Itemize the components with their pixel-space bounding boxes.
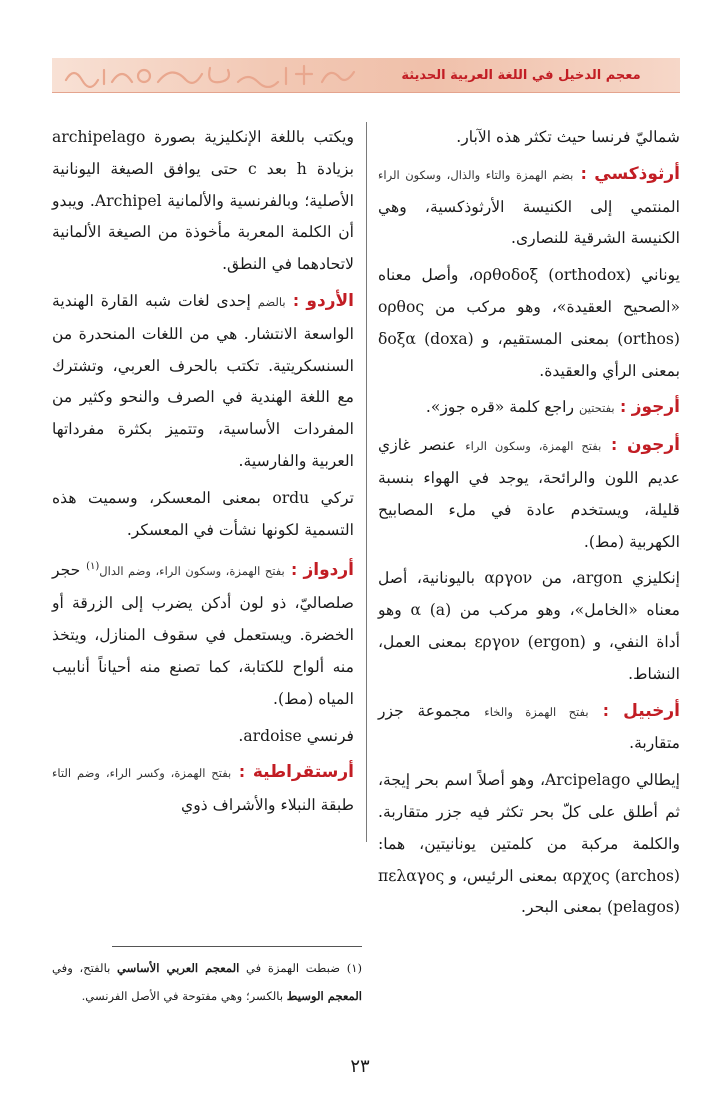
footnote-rule xyxy=(112,946,362,947)
paragraph xyxy=(378,122,680,154)
footnote-text: بالفتح، وفي xyxy=(52,961,111,975)
entry-archipelago: أرخبيل : بفتح الهمزة والخاء مجموعة جزر متقاربة. xyxy=(378,700,680,753)
definition: إحدى لغات شبه القارة الهندية الواسعة الانتشار. هي من اللغات المنحدرة من السنسكريتية. تكتب بالحرف العربي، وتشترك مع اللغة الهندية في الصرف والنحو وكثير من المفردات الأساسية، وتتميز بكثرة مفرداتها العربية والفارسية. xyxy=(52,291,354,470)
definition: المنتمي إلى الكنيسة الأرثوذكسية، وهي الكنيسة الشرقية للنصارى. xyxy=(378,197,680,248)
footnote-book-title: المعجم العربي الأساسي xyxy=(117,961,240,975)
vocalization-note: بفتح الهمزة، وسكون الراء xyxy=(465,439,602,454)
entry-argouz: أرجوز : بفتحتين راجع كلمة «قره جوز». xyxy=(425,397,680,418)
vocalization-note: بفتح الهمزة، وكسر الراء، وضم التاء xyxy=(52,766,232,781)
definition: طبقة النبلاء والأشراف ذوي xyxy=(181,796,354,815)
running-header xyxy=(52,58,680,92)
text: شماليّ فرنسا حيث تكثر هذه الآبار. xyxy=(456,128,680,146)
entry-ardoise: أردواز : بفتح الهمزة، وسكون الراء، وضم الدال$^{(١)}$ حجر صلصاليّ، ذو لون أدكن يضرب إلى الزرقة أو الخضرة. ويستعمل في سقوف المنازل، ويتخذ منه ألواح للكتابة، كما تصنع منه أحياناً أنابيب المياه (مط). xyxy=(52,560,354,708)
text: تركي ordu بمعنى المعسكر، وسميت هذه التسمية لكونها نشأت في المعسكر. xyxy=(52,488,354,539)
etymology xyxy=(52,483,354,547)
vocalization-note: بالضم xyxy=(257,294,286,309)
headword: أرجون xyxy=(626,435,680,456)
headword: الأردو xyxy=(306,290,354,311)
entry-urdu: الأردو : بالضم إحدى لغات شبه القارة الهندية الواسعة الانتشار. هي من اللغات المنحدرة من السنسكريتية. تكتب بالحرف العربي، وتشترك مع اللغة الهندية في الصرف والنحو وكثير من المفردات الأساسية، وتتميز بكثرة مفرداتها العربية والفارسية. xyxy=(52,290,354,470)
footnote-ref[interactable]: (١) xyxy=(86,561,100,573)
headword: أرجوز xyxy=(631,397,680,418)
footnote-text: ضبطت الهمزة في xyxy=(246,961,341,975)
footnote-text: بالكسر؛ وهي مفتوحة في الأصل الفرنسي. xyxy=(81,989,284,1003)
etymology xyxy=(378,260,680,387)
vocalization-note: بضم الهمزة والتاء والذال، وسكون الراء xyxy=(378,167,574,182)
definition: حجر صلصاليّ، ذو لون أدكن يضرب إلى الزرقة أو الخضرة. ويستعمل في سقوف المنازل، ويتخذ منه ألواح للكتابة، كما تصنع منه أحياناً أنابيب المياه (مط). xyxy=(52,561,354,708)
footnote xyxy=(52,954,362,1010)
header-title: معجم الدخيل في اللغة العربية الحديثة xyxy=(401,67,641,83)
text: فرنسي ardoise. xyxy=(238,726,354,745)
left-column xyxy=(52,122,354,827)
entry-argon: أرجون : بفتح الهمزة، وسكون الراء عنصر غازي عديم اللون والرائحة، يوجد في الهواء بنسبة قليلة، ويستخدم عادة في ملء المصابيح الكهربية (مط). xyxy=(378,435,680,551)
page-number: ٢٣ xyxy=(350,1056,370,1077)
text: ويكتب باللغة الإنكليزية بصورة archipelago بزيادة h بعد c حتى يوافق الصيغة اليونانية الأصلية؛ وبالفرنسية والألمانية Archipel. ويبدو أن الكلمة المعربة مأخوذة من الصيغة الألمانية لاتحادهما في النطق. xyxy=(52,128,354,274)
header-rule xyxy=(52,92,680,93)
footnote-number: (١) xyxy=(346,961,362,975)
etymology xyxy=(52,721,354,753)
paragraph xyxy=(52,122,354,281)
definition: راجع كلمة «قره جوز». xyxy=(425,398,575,417)
definition: عنصر غازي عديم اللون والرائحة، يوجد في الهواء بنسبة قليلة، ويستخدم عادة في ملء المصابيح الكهربية (مط). xyxy=(378,436,680,551)
footnote-book-title: المعجم الوسيط xyxy=(286,989,362,1003)
right-column xyxy=(378,122,680,929)
text: يوناني ορθοδοξ (orthodox)، وأصل معناه «الصحيح العقيدة»، وهو مركب من ορθος (orthos) بمعنى المستقيم، و δοξα (doxa) بمعنى الرأي والعقيدة. xyxy=(378,266,680,380)
headword: أرستقراطية xyxy=(252,762,355,783)
headword: أردواز xyxy=(303,560,354,581)
etymology xyxy=(378,563,680,690)
vocalization-note: بفتح الهمزة، وسكون الراء، وضم الدال xyxy=(99,564,285,579)
column-divider xyxy=(366,122,367,842)
definition: مجموعة جزر متقاربة. xyxy=(378,701,680,753)
headword: أرخبيل xyxy=(623,700,680,721)
text: إنكليزي argon، من αργον باليونانية، أصل معناه «الخامل»، وهو مركب من α (a) وهو أداة النفي، و εργον (ergon) بمعنى العمل، النشاط. xyxy=(378,569,681,683)
etymology xyxy=(378,765,680,924)
headword: أرثوذكسي xyxy=(594,163,681,184)
vocalization-note: بفتحتين xyxy=(578,401,615,416)
calligraphy-ornament-icon xyxy=(60,62,360,88)
entry-orthodox: أرثوذكسي : بضم الهمزة والتاء والذال، وسكون الراء المنتمي إلى الكنيسة الأرثوذكسية، وهي الكنيسة الشرقية للنصارى. xyxy=(378,163,681,248)
entry-aristocracy: أرستقراطية : بفتح الهمزة، وكسر الراء، وضم التاء طبقة النبلاء والأشراف ذوي xyxy=(52,762,355,815)
vocalization-note: بفتح الهمزة والخاء xyxy=(484,704,589,719)
text: إيطالي Arcipelago، وهو أصلاً اسم بحر إيجة، ثم أطلق على كلّ بحر تكثر فيه جزر متقاربة. والكلمة مركبة من كلمتين يونانيتين، هما: αρχος (archos) بمعنى الرئيس، و πελαγος (pelagos) بمعنى البحر. xyxy=(378,771,680,917)
